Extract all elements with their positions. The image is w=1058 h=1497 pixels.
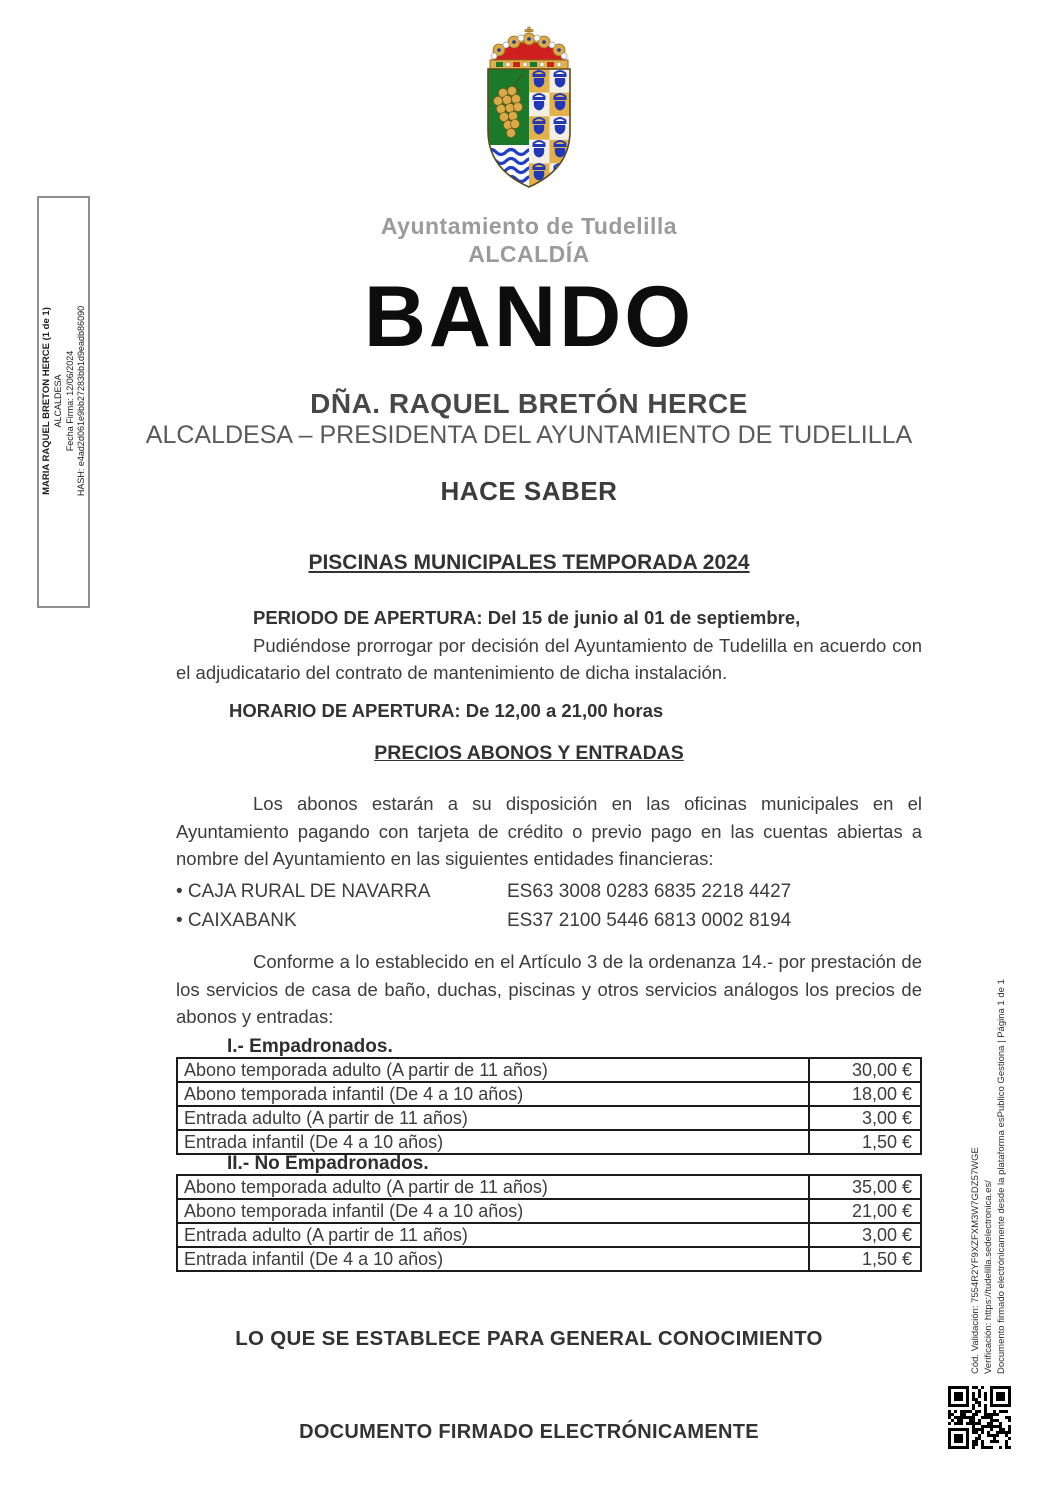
price-desc: Entrada infantil (De 4 a 10 años) <box>177 1130 809 1154</box>
table-row <box>177 1175 921 1199</box>
price-value: 1,50 € <box>809 1130 921 1154</box>
signature-stamp-text <box>41 199 85 603</box>
validation-strip <box>969 912 1009 1374</box>
qr-code <box>948 1386 1011 1449</box>
table1-heading: I.- Empadronados. <box>227 1036 393 1057</box>
price-value: 1,50 € <box>809 1247 921 1271</box>
table-row <box>177 1058 921 1082</box>
price-desc: Abono temporada infantil (De 4 a 10 años) <box>177 1082 809 1106</box>
table2-heading: II.- No Empadronados. <box>227 1153 429 1174</box>
platform-note: Documento firmado electrónicamente desde la plataforma esPublico Gestiona | Página 1 de 1 <box>996 979 1007 1374</box>
price-value: 18,00 € <box>809 1082 921 1106</box>
abonos-paragraph: Los abonos estarán a su disposición en las oficinas municipales en el Ayuntamiento pagando con tarjeta de crédito o previo pago en las cuentas abiertas a nombre del Ayuntamiento en las siguientes entidades financieras: <box>176 793 922 869</box>
price-desc: Abono temporada infantil (De 4 a 10 años) <box>177 1199 809 1223</box>
signer-stamp-name: MARIA RAQUEL BRETON HERCE (1 de 1) <box>41 307 52 495</box>
price-table-empadronados <box>176 1057 922 1155</box>
price-desc: Entrada infantil (De 4 a 10 años) <box>177 1247 809 1271</box>
bank-row <box>176 878 922 907</box>
price-desc: Abono temporada adulto (A partir de 11 años) <box>177 1058 809 1082</box>
table-row <box>177 1223 921 1247</box>
document-title: PISCINAS MUNICIPALES TEMPORADA 2024 <box>308 551 750 574</box>
schedule-line: HORARIO DE APERTURA: De 12,00 a 21,00 horas <box>229 700 664 721</box>
price-value: 30,00 € <box>809 1058 921 1082</box>
organization-name: Ayuntamiento de Tudelilla <box>380 213 678 239</box>
validation-code: Cód. Validación: 7554R2YF9XZFXM3W7GDZ57WGE <box>970 1147 981 1374</box>
table-row <box>177 1082 921 1106</box>
doc-type-title: BANDO <box>363 269 695 365</box>
price-value: 21,00 € <box>809 1199 921 1223</box>
table-row <box>177 1130 921 1154</box>
price-value: 3,00 € <box>809 1106 921 1130</box>
period-line: PERIODO DE APERTURA: Del 15 de junio al 01 de septiembre, <box>253 607 801 628</box>
signed-electronically-note: DOCUMENTO FIRMADO ELECTRÓNICAMENTE <box>299 1421 759 1443</box>
bank-name: • CAIXABANK <box>176 909 297 931</box>
bank-name: • CAJA RURAL DE NAVARRA <box>176 881 431 902</box>
municipal-coat-of-arms-icon <box>470 25 588 193</box>
department-name: ALCALDÍA <box>468 241 590 267</box>
bank-row <box>176 907 922 936</box>
price-desc: Entrada adulto (A partir de 11 años) <box>177 1223 809 1247</box>
signer-stamp-date: Fecha Firma: 12/06/2024 <box>64 350 75 452</box>
price-value: 3,00 € <box>809 1223 921 1247</box>
proclaim-heading: HACE SABER <box>440 476 618 506</box>
signer-title: ALCALDESA – PRESIDENTA DEL AYUNTAMIENTO DE TUDELILLA <box>145 421 913 449</box>
closing-statement: LO QUE SE ESTABLECE PARA GENERAL CONOCIMIENTO <box>235 1327 823 1350</box>
price-desc: Entrada adulto (A partir de 11 años) <box>177 1106 809 1130</box>
table-row <box>177 1199 921 1223</box>
period-paragraph: Pudiéndose prorrogar por decisión del Ayuntamiento de Tudelilla en acuerdo con el adjudicatario del contrato de mantenimiento de dicha instalación. <box>176 634 922 683</box>
table-row <box>177 1247 921 1271</box>
bank-iban: ES37 2100 5446 6813 0002 8194 <box>507 909 792 931</box>
price-desc: Abono temporada adulto (A partir de 11 años) <box>177 1175 809 1199</box>
table-row <box>177 1106 921 1130</box>
price-table-no-empadronados <box>176 1174 922 1272</box>
verification-url: Verificación: https://tudelilla.sedelectronica.es/ <box>983 1180 994 1374</box>
signer-stamp-role: ALCALDESA <box>53 374 63 428</box>
bank-iban: ES63 3008 0283 6835 2218 4427 <box>507 881 792 902</box>
price-value: 35,00 € <box>809 1175 921 1199</box>
bank-list <box>176 878 922 935</box>
prices-heading: PRECIOS ABONOS Y ENTRADAS <box>374 742 684 764</box>
signer-stamp-hash: HASH: e4ad2d061e9bb27283bb1d9eadb86090 <box>76 305 86 497</box>
conforme-paragraph: Conforme a lo establecido en el Artículo 3 de la ordenanza 14.- por prestación de los servicios de casa de baño, duchas, piscinas y otros servicios análogos los precios de abonos y entradas: <box>176 951 922 1027</box>
signer-name: DÑA. RAQUEL BRETÓN HERCE <box>310 388 748 419</box>
